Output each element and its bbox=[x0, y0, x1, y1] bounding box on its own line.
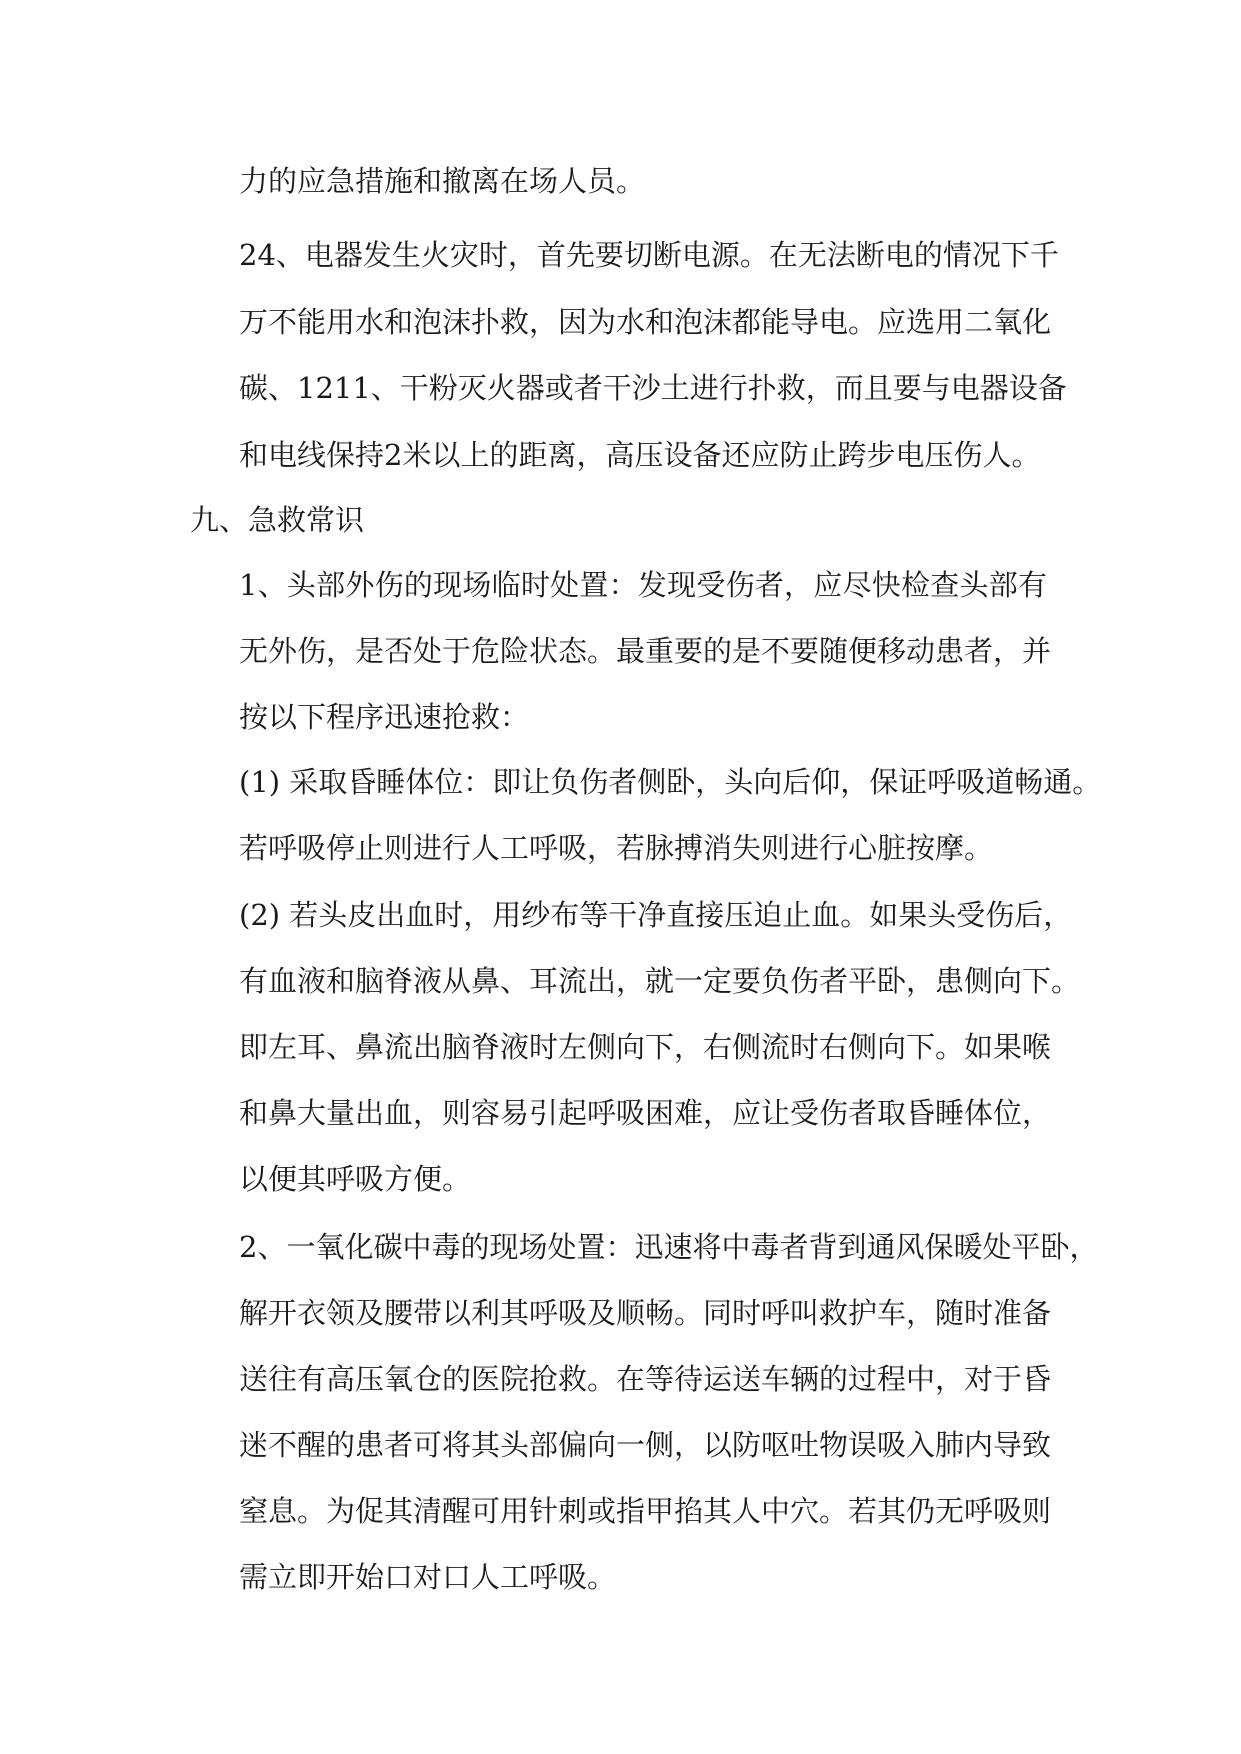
text-line: 即左耳、鼻流出脑脊液时左侧向下，右侧流时右侧向下。如果喉 bbox=[239, 1030, 1052, 1064]
text-line: (1) 采取昏睡体位：即让负伤者侧卧，头向后仰，保证呼吸道畅通。 bbox=[239, 765, 1102, 799]
text-line: 2、一氧化碳中毒的现场处置：迅速将中毒者背到通风保暖处平卧， bbox=[239, 1230, 1099, 1264]
text-line: 1、头部外伤的现场临时处置：发现受伤者，应尽快检查头部有 bbox=[239, 568, 1047, 602]
text-line: 和鼻大量出血，则容易引起呼吸困难，应让受伤者取昏睡体位， bbox=[239, 1096, 1052, 1130]
text-line: 和电线保持2米以上的距离，高压设备还应防止跨步电压伤人。 bbox=[239, 438, 1041, 472]
text-line: 有血液和脑脊液从鼻、耳流出，就一定要负伤者平卧，患侧向下。 bbox=[239, 964, 1081, 998]
section-heading: 九、急救常识 bbox=[190, 503, 365, 537]
text-line: (2) 若头皮出血时，用纱布等干净直接压迫止血。如果头受伤后， bbox=[239, 898, 1073, 932]
text-line: 无外伤，是否处于危险状态。最重要的是不要随便移动患者，并 bbox=[239, 634, 1052, 668]
text-line: 若呼吸停止则进行人工呼吸，若脉搏消失则进行心脏按摩。 bbox=[239, 831, 994, 865]
text-line: 窒息。为促其清醒可用针刺或指甲掐其人中穴。若其仍无呼吸则 bbox=[239, 1494, 1052, 1528]
text-line: 需立即开始口对口人工呼吸。 bbox=[239, 1560, 617, 1594]
text-line: 解开衣领及腰带以利其呼吸及顺畅。同时呼叫救护车，随时准备 bbox=[239, 1296, 1052, 1330]
text-line: 送往有高压氧仓的医院抢救。在等待运送车辆的过程中，对于昏 bbox=[239, 1362, 1052, 1396]
text-line: 24、电器发生火灾时，首先要切断电源。在无法断电的情况下千 bbox=[239, 238, 1059, 272]
text-line: 按以下程序迅速抢救： bbox=[239, 700, 530, 734]
text-line: 万不能用水和泡沫扑救，因为水和泡沫都能导电。应选用二氧化 bbox=[239, 305, 1052, 339]
text-line: 碳、1211、干粉灭火器或者干沙土进行扑救，而且要与电器设备 bbox=[239, 371, 1067, 405]
text-line: 以便其呼吸方便。 bbox=[239, 1162, 472, 1196]
text-line: 迷不醒的患者可将其头部偏向一侧，以防呕吐物误吸入肺内导致 bbox=[239, 1428, 1052, 1462]
text-line: 力的应急措施和撤离在场人员。 bbox=[239, 164, 646, 198]
